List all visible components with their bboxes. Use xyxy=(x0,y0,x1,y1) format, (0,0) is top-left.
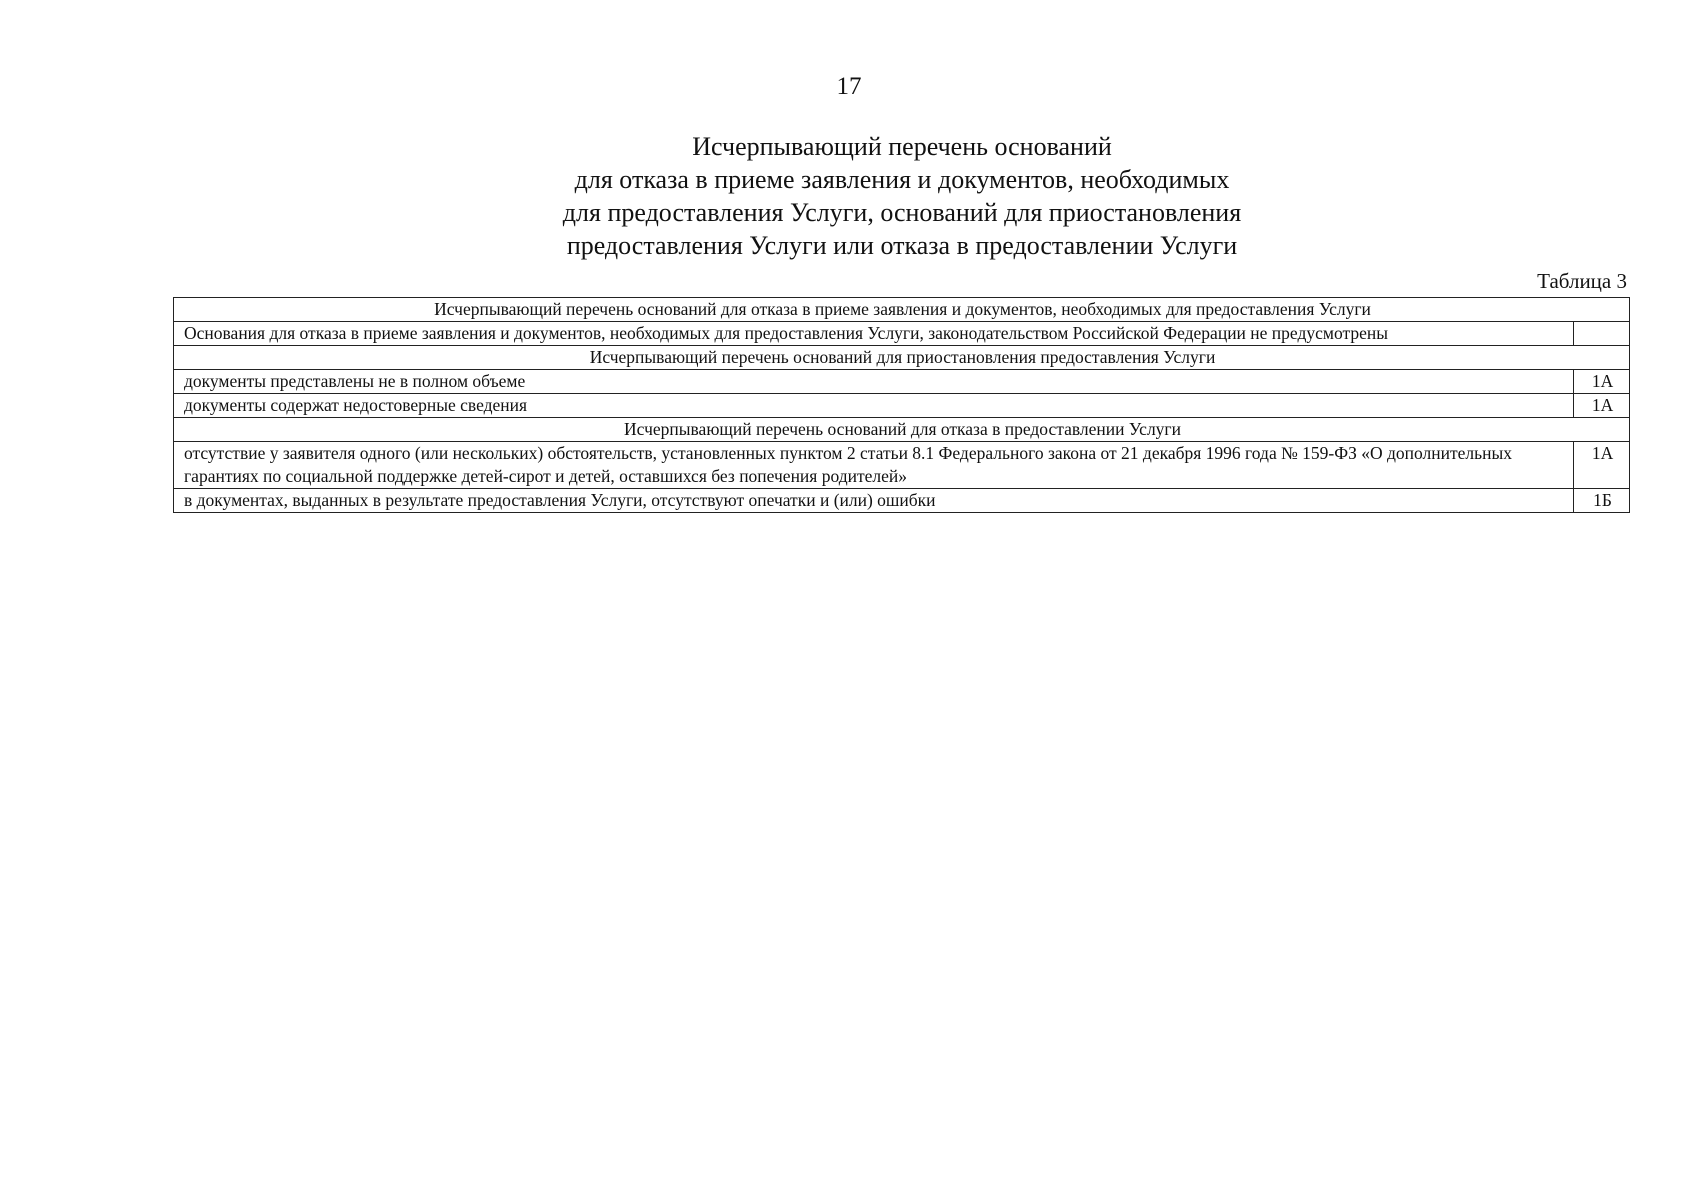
title-line: предоставления Услуги или отказа в предоставлении Услуги xyxy=(566,231,1238,260)
title-line: Исчерпывающий перечень оснований xyxy=(692,132,1112,161)
section-heading-suspension: Исчерпывающий перечень оснований для приостановления предоставления Услуги xyxy=(174,346,1630,370)
table-row xyxy=(174,394,1630,418)
ground-text: Основания для отказа в приеме заявления и документов, необходимых для предоставления Услуги, законодательством Российской Федерации не предусмотрены xyxy=(174,322,1574,346)
table-row xyxy=(174,442,1630,489)
table-row xyxy=(174,370,1630,394)
ground-text: отсутствие у заявителя одного (или нескольких) обстоятельств, установленных пунктом 2 статьи 8.1 Федерального закона от 21 декабря 1996 года № 159-ФЗ «О дополнительных гарантиях по социальной поддержке детей-сирот и детей, оставшихся без попечения родителей» xyxy=(174,442,1574,489)
ground-text: документы представлены не в полном объеме xyxy=(174,370,1574,394)
section-header-row xyxy=(174,418,1630,442)
section-header-row xyxy=(174,298,1630,322)
table-caption: Таблица 3 xyxy=(1537,269,1627,293)
page-number: 17 xyxy=(836,73,862,100)
section-header-row xyxy=(174,346,1630,370)
title-line: для отказа в приеме заявления и документов, необходимых xyxy=(574,165,1230,194)
ground-code: 1А xyxy=(1574,442,1630,489)
section-heading-refusal-acceptance: Исчерпывающий перечень оснований для отказа в приеме заявления и документов, необходимых для предоставления Услуги xyxy=(174,298,1630,322)
table-row xyxy=(174,322,1630,346)
ground-text: документы содержат недостоверные сведения xyxy=(174,394,1574,418)
ground-code: 1А xyxy=(1574,370,1630,394)
table-row xyxy=(174,489,1630,513)
ground-code xyxy=(1574,322,1630,346)
ground-code: 1А xyxy=(1574,394,1630,418)
grounds-table xyxy=(173,297,1630,513)
section-heading-refusal-service: Исчерпывающий перечень оснований для отказа в предоставлении Услуги xyxy=(174,418,1630,442)
document-title xyxy=(0,130,1698,262)
ground-code: 1Б xyxy=(1574,489,1630,513)
title-line: для предоставления Услуги, оснований для приостановления xyxy=(562,198,1242,227)
ground-text: в документах, выданных в результате предоставления Услуги, отсутствуют опечатки и (или) ошибки xyxy=(174,489,1574,513)
